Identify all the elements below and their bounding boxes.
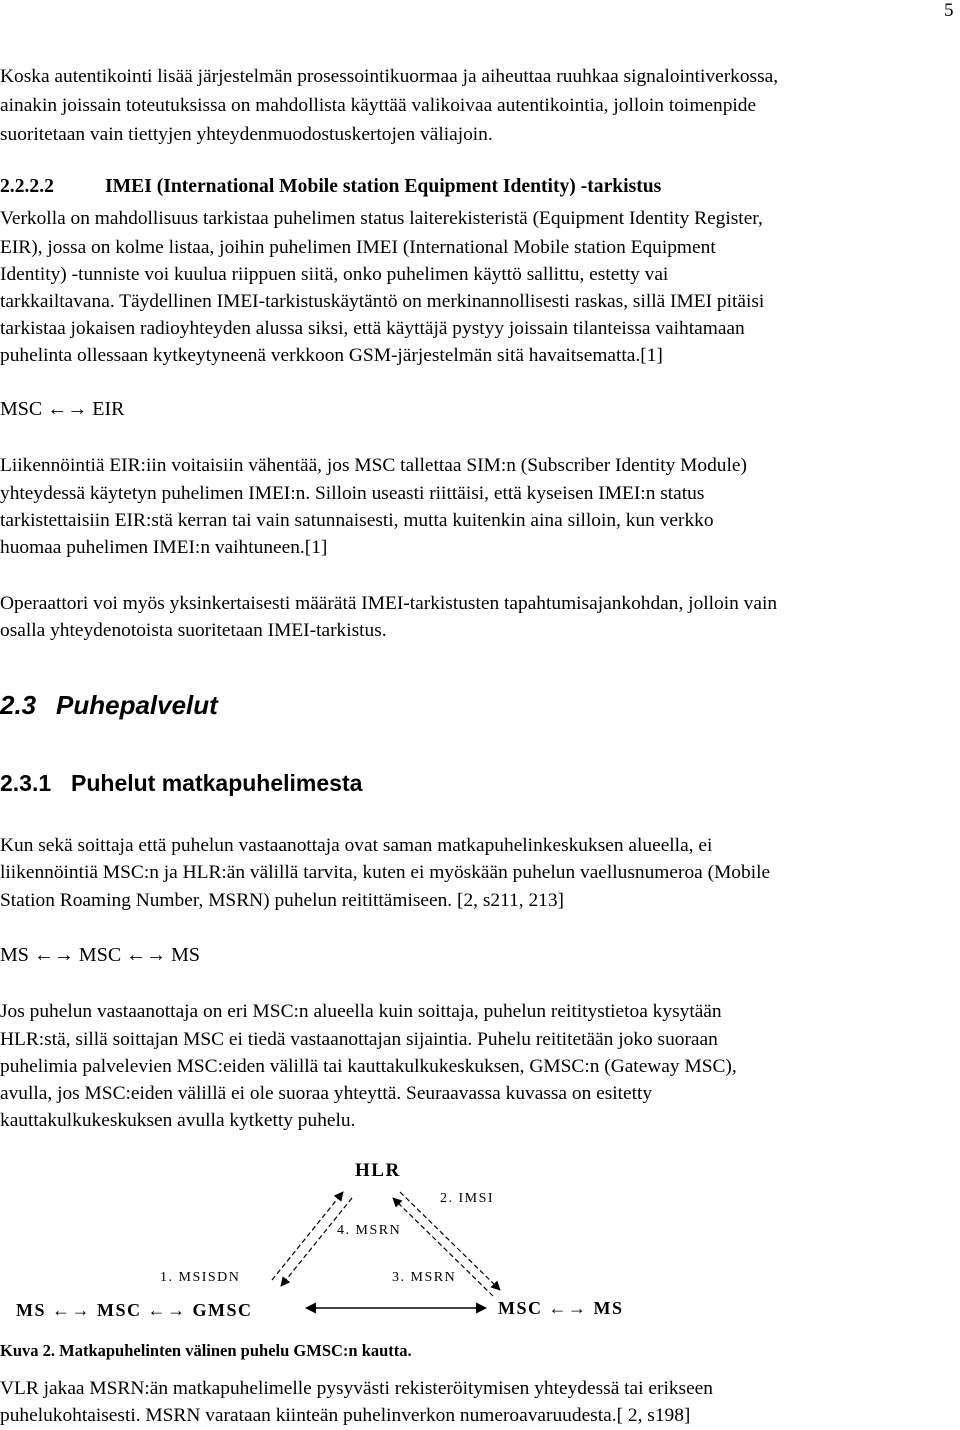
text-line: tarkistettaisiin EIR:stä kerran tai vain satunnaisesti, mutta kuitenkin aina silloin, kun verkko (0, 510, 714, 531)
text-line: avulla, jos MSC:eiden välillä ei ole suoraa yhteyttä. Seuraavassa kuvassa on esitetty (0, 1083, 653, 1104)
text-line: Kun sekä soittaja että puhelun vastaanottaja ovat saman matkapuhelinkeskuksen alueella, ei (0, 835, 713, 856)
gmsc-call-diagram (0, 1150, 700, 1335)
text-line: VLR jakaa MSRN:än matkapuhelimelle pysyvästi rekisteröitymisen yhteydessä tai erikseen (0, 1378, 713, 1399)
text-line: tarkistaa jokaisen radioyhteyden alussa siksi, että käyttäjä pystyy joissain tilanteissa vaihtamaan (0, 318, 745, 339)
text-line: Identity) -tunniste voi kuulua riippuen siitä, onko puhelimen käyttö sallittu, estetty vai (0, 264, 669, 285)
text-line: Liikennöintiä EIR:iin voitaisiin vähentää, jos MSC tallettaa SIM:n (Subscriber Identity Module) (0, 455, 747, 476)
text-line: osalla yhteydenotoista suoritetaan IMEI-tarkistus. (0, 620, 387, 641)
ms-msc-ms-flow: MS ←→ MSC ←→ MS (0, 944, 201, 966)
msrn-label-4: 4. MSRN (337, 1223, 402, 1238)
section-heading-imei (0, 172, 661, 201)
section-heading-puhepalvelut (0, 689, 218, 721)
text-line: Verkolla on mahdollisuus tarkistaa puhelimen status laiterekisteristä (Equipment Identity Register, (0, 208, 763, 229)
msc-eir-flow: MSC ←→ EIR (0, 398, 125, 420)
left-chain-label: MS ←→ MSC ←→ GMSC (16, 1300, 253, 1320)
section-number: 2.3 (0, 690, 37, 720)
text-line: Jos puhelun vastaanottaja on eri MSC:n alueella kuin soittaja, puhelun reititystietoa kysytään (0, 1001, 722, 1022)
figure-caption: Kuva 2. Matkapuhelinten välinen puhelu GMSC:n kautta. (0, 1341, 412, 1360)
section-number: 2.2.2.2 (0, 176, 54, 197)
right-chain-label: MSC ←→ MS (498, 1298, 624, 1318)
text-line: HLR:stä, sillä soittajan MSC ei tiedä vastaanottajan sijaintia. Puhelu reititetään joko suoraan (0, 1029, 718, 1050)
section-number: 2.3.1 (0, 770, 52, 796)
text-line: puhelimia palvelevien MSC:eiden välillä tai kauttakulkukeskuksen, GMSC:n (Gateway MSC), (0, 1056, 737, 1077)
section-heading-puhelut (0, 768, 362, 798)
text-line: Koska autentikointi lisää järjestelmän prosessointikuormaa ja aiheuttaa ruuhkaa signalointiverkossa, (0, 66, 779, 87)
section-title: Puhelut matkapuhelimesta (71, 770, 363, 796)
section-title: IMEI (International Mobile station Equipment Identity) -tarkistus (105, 176, 662, 197)
text-line: huomaa puhelimen IMEI:n vaihtuneen.[1] (0, 537, 328, 558)
text-line: Station Roaming Number, MSRN) puhelun reitittämiseen. [2, s211, 213] (0, 890, 565, 911)
section-title: Puhepalvelut (56, 690, 218, 720)
imsi-label: 2. IMSI (440, 1191, 495, 1206)
hlr-label: HLR (355, 1160, 401, 1181)
text-line: ainakin joissain toteutuksissa on mahdollista käyttää valikoivaa autentikointia, jolloin toimenpide (0, 95, 757, 116)
text-line: kauttakulkukeskuksen avulla kytketty puhelu. (0, 1110, 356, 1131)
text-line: EIR), jossa on kolme listaa, joihin puhelimen IMEI (International Mobile station Equipment (0, 237, 716, 258)
page-number: 5 (944, 0, 954, 21)
text-line: yhteydessä käytetyn puhelimen IMEI:n. Silloin useasti riittäisi, että kyseisen IMEI:n status (0, 483, 705, 504)
text-line: suoritetaan vain tiettyjen yhteydenmuodostuskertojen väliajoin. (0, 124, 493, 145)
text-line: Operaattori voi myös yksinkertaisesti määrätä IMEI-tarkistusten tapahtumisajankohdan, jolloin vain (0, 593, 778, 614)
msisdn-label: 1. MSISDN (160, 1270, 241, 1285)
text-line: liikennöintiä MSC:n ja HLR:än välillä tarvita, kuten ei myöskään puhelun vaellusnumeroa (Mobile (0, 862, 771, 883)
text-line: tarkkailtavana. Täydellinen IMEI-tarkistuskäytäntö on merkinannollisesti raskas, sillä IMEI pitäisi (0, 291, 765, 312)
msrn-return-arrow (281, 1198, 352, 1286)
text-line: puhelinta ollessaan kytkeytyneenä verkkoon GSM-järjestelmän sitä havaitsematta.[1] (0, 345, 663, 366)
msisdn-arrow (272, 1192, 343, 1280)
msrn-label-3: 3. MSRN (392, 1270, 457, 1285)
text-line: puhelukohtaisesti. MSRN varataan kiinteän puhelinverkon numeroavaruudesta.[ 2, s198] (0, 1405, 691, 1426)
